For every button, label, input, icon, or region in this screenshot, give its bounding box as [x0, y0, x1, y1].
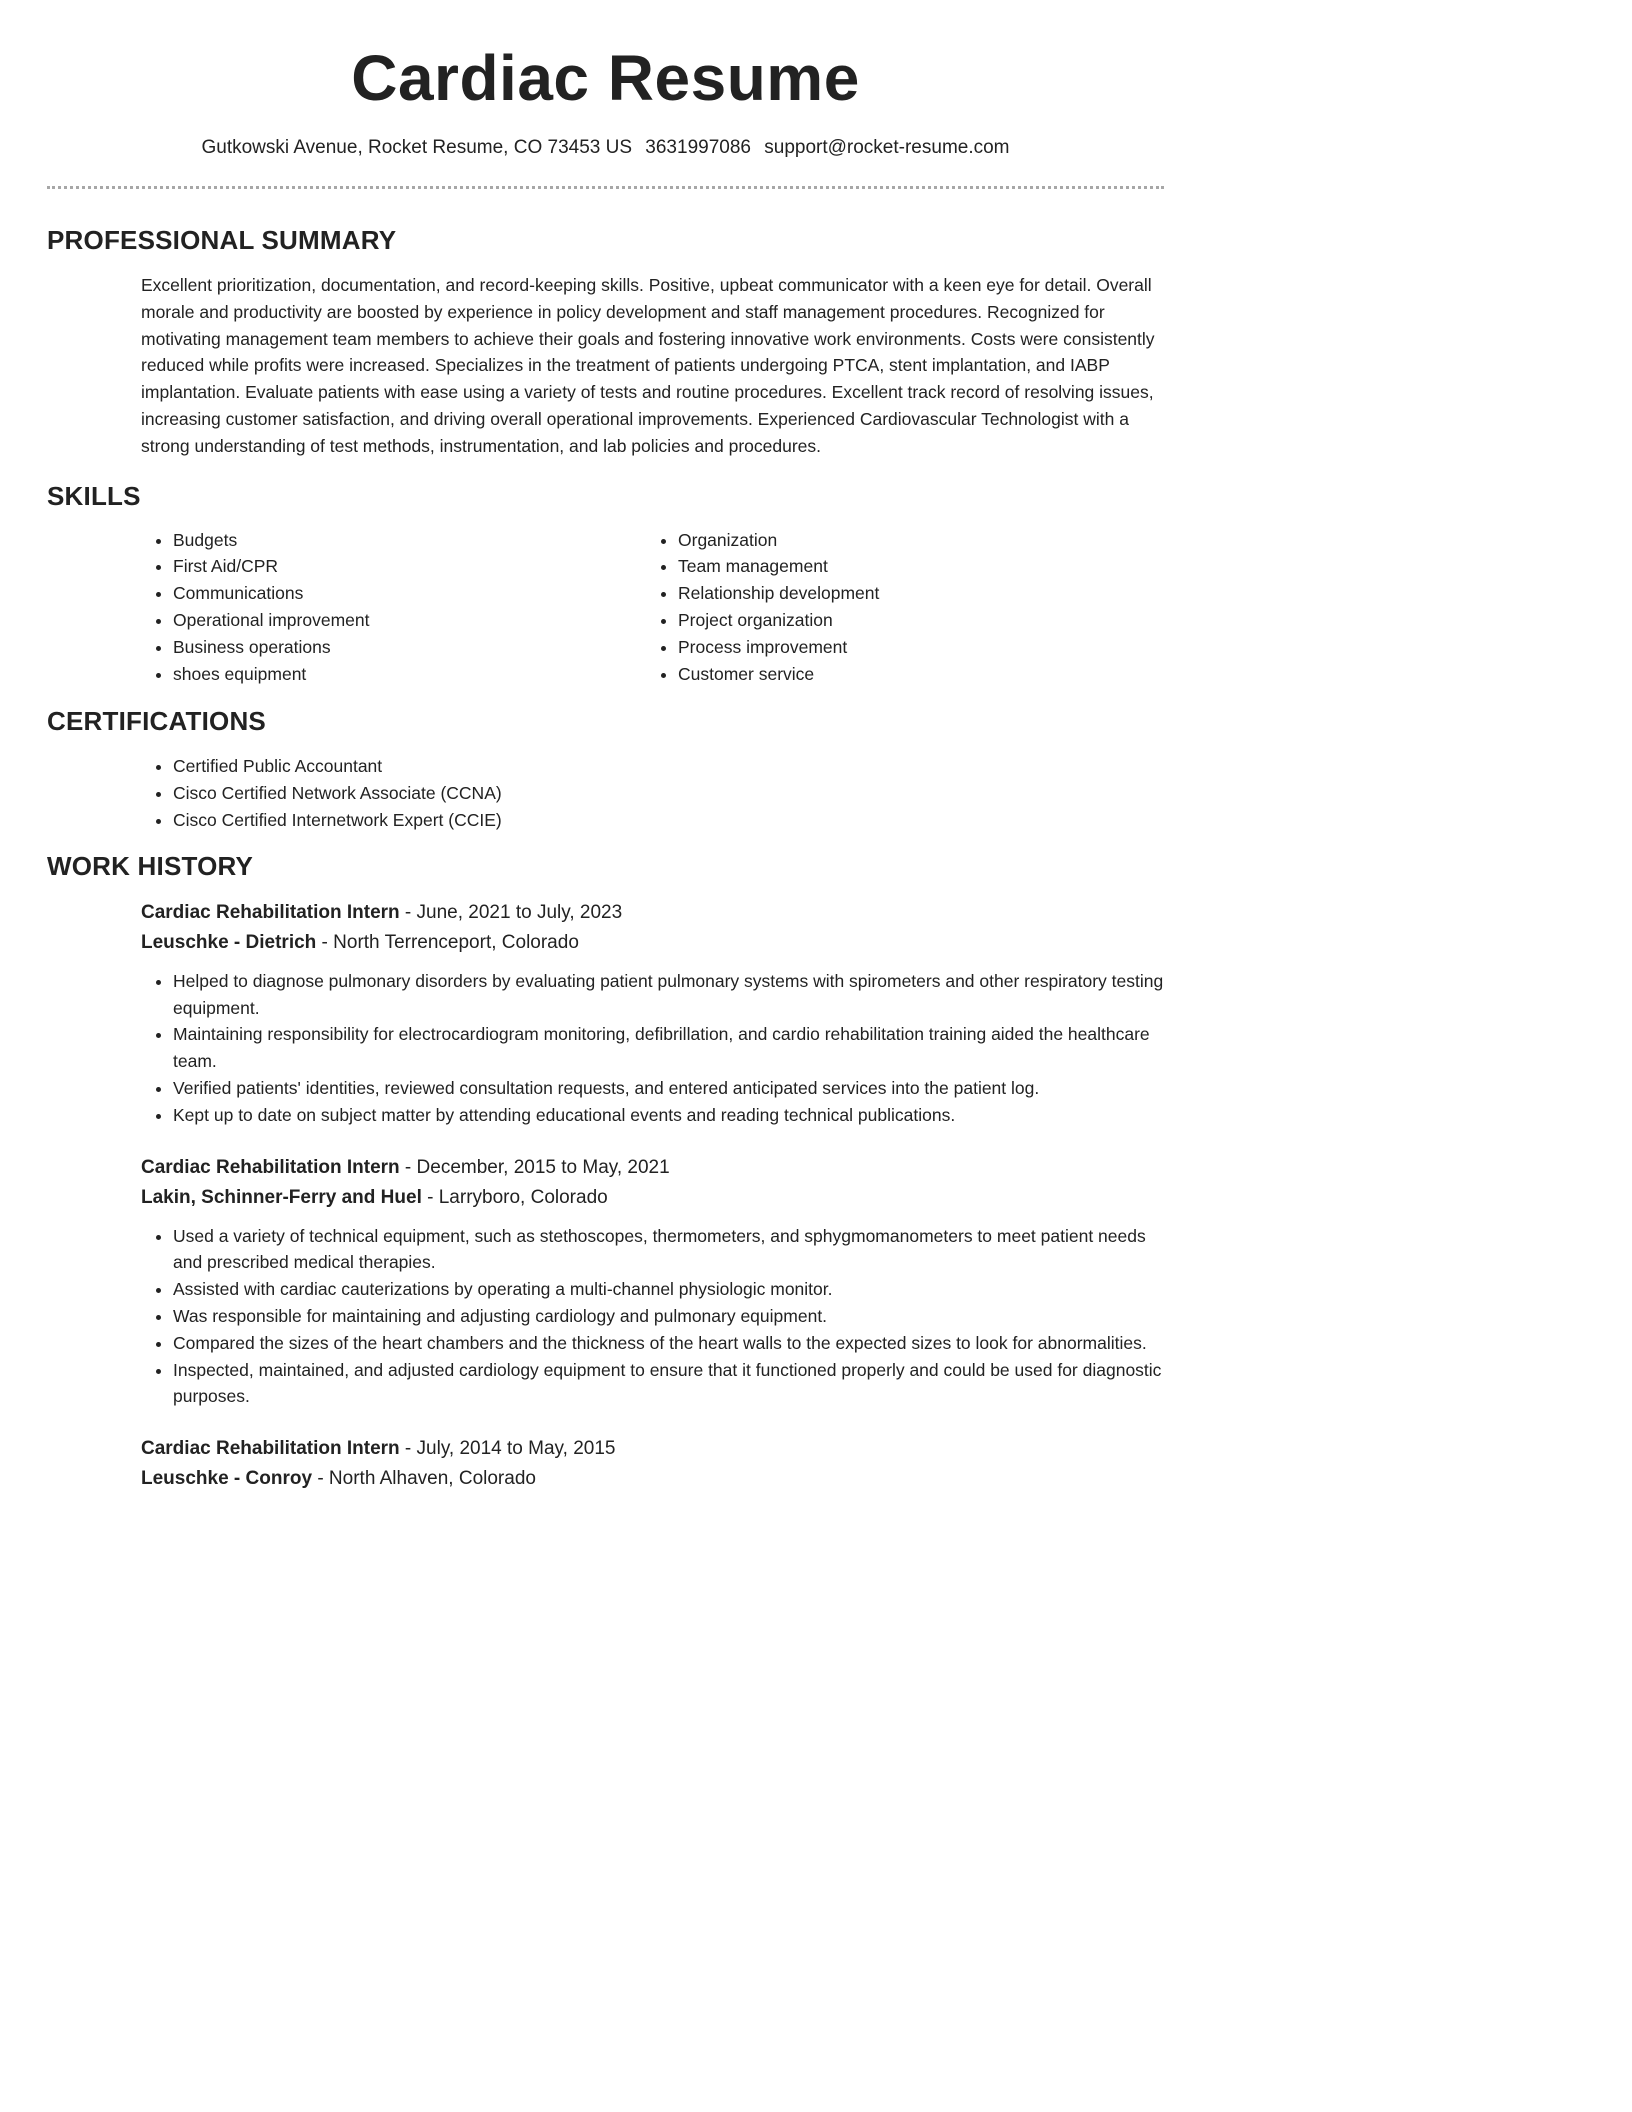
- resume-name: Cardiac Resume: [351, 42, 860, 114]
- skill-item: • Business operations: [173, 634, 646, 661]
- job-role: Cardiac Rehabilitation Intern: [141, 901, 400, 923]
- contact-email[interactable]: support@rocket-resume.com: [764, 137, 1010, 158]
- skill-item: • Process improvement: [678, 634, 1151, 661]
- contact-line: [47, 136, 1164, 160]
- certification-item: • Cisco Certified Internetwork Expert (CCIE): [173, 807, 1164, 834]
- job-title-line: [141, 898, 1164, 928]
- job-bullet: • Inspected, maintained, and adjusted cardiology equipment to ensure that it functioned properly and could be used for diagnostic purposes.: [173, 1357, 1164, 1411]
- skills-column-right: [646, 527, 1151, 688]
- certifications-list: [141, 753, 1164, 833]
- job-bullet: • Compared the sizes of the heart chambers and the thickness of the heart walls to the expected sizes to look for abnormalities.: [173, 1330, 1164, 1357]
- job-bullet: • Assisted with cardiac cauterizations by operating a multi-channel physiologic monitor.: [173, 1276, 1164, 1303]
- job-dates: - June, 2021 to July, 2023: [399, 901, 623, 923]
- job-bullet: • Used a variety of technical equipment, such as stethoscopes, thermometers, and sphygmomanometers to meet patient needs and prescribed medical therapies.: [173, 1223, 1164, 1277]
- job-company: Leuschke - Conroy: [141, 1468, 313, 1490]
- job-entry: [141, 1434, 1164, 1494]
- job-bullet: • Was responsible for maintaining and adjusting cardiology and pulmonary equipment.: [173, 1303, 1164, 1330]
- skill-item: • Organization: [678, 527, 1151, 554]
- job-location: - North Terrenceport, Colorado: [316, 931, 579, 953]
- header-divider: [47, 186, 1164, 189]
- skill-item: • Budgets: [173, 527, 646, 554]
- job-bullet: • Verified patients' identities, reviewed consultation requests, and entered anticipated services into the patient log.: [173, 1075, 1164, 1102]
- job-company-line: [141, 1464, 1164, 1494]
- contact-address: Gutkowski Avenue, Rocket Resume, CO 73453 US: [201, 137, 633, 158]
- contact-phone: 3631997086: [645, 137, 751, 158]
- job-bullet: • Kept up to date on subject matter by attending educational events and reading technical publications.: [173, 1102, 1164, 1129]
- certification-item: • Cisco Certified Network Associate (CCNA): [173, 780, 1164, 807]
- job-role: Cardiac Rehabilitation Intern: [141, 1438, 400, 1460]
- job-dates: - December, 2015 to May, 2021: [399, 1156, 670, 1178]
- skills-list: [141, 527, 1164, 688]
- section-title-certifications: CERTIFICATIONS: [47, 706, 266, 737]
- skill-item: • Team management: [678, 553, 1151, 580]
- skill-item: • Relationship development: [678, 580, 1151, 607]
- section-title-skills: SKILLS: [47, 480, 141, 511]
- skill-item: • shoes equipment: [173, 661, 646, 688]
- certification-item: • Certified Public Accountant: [173, 753, 1164, 780]
- job-company: Lakin, Schinner-Ferry and Huel: [141, 1186, 422, 1208]
- job-title-line: [141, 1434, 1164, 1464]
- job-company: Leuschke - Dietrich: [141, 931, 317, 953]
- job-entry: [141, 898, 1164, 1129]
- job-bullet: • Helped to diagnose pulmonary disorders by evaluating patient pulmonary systems with spirometers and other respiratory testing equipment.: [173, 968, 1164, 1022]
- job-location: - Larryboro, Colorado: [421, 1186, 608, 1208]
- skill-item: • Customer service: [678, 661, 1151, 688]
- skill-item: • First Aid/CPR: [173, 553, 646, 580]
- job-company-line: [141, 1183, 1164, 1213]
- job-role: Cardiac Rehabilitation Intern: [141, 1156, 400, 1178]
- job-bullets: [141, 968, 1164, 1129]
- job-dates: - July, 2014 to May, 2015: [399, 1438, 616, 1460]
- summary-text: Excellent prioritization, documentation, and record-keeping skills. Positive, upbeat communicator with a keen eye for detail. Overall morale and productivity are boosted by experience in policy development and staff management procedures. Recognized for motivating management team members to achieve their goals and fostering innovative work environments. Costs were consistently reduced while profits were increased. Specializes in the treatment of patients undergoing PTCA, stent implantation, and IABP implantation. Evaluate patients with ease using a variety of tests and routine procedures. Excellent track record of resolving issues, increasing customer satisfaction, and driving overall operational improvements. Experienced Cardiovascular Technologist with a strong understanding of test methods, instrumentation, and lab policies and procedures.: [141, 275, 1155, 456]
- job-bullets: [141, 1223, 1164, 1411]
- job-title-line: [141, 1153, 1164, 1183]
- section-title-work-history: WORK HISTORY: [47, 850, 254, 881]
- job-location: - North Alhaven, Colorado: [312, 1468, 536, 1490]
- section-title-summary: PROFESSIONAL SUMMARY: [47, 225, 397, 255]
- skills-column-left: [141, 527, 646, 688]
- skill-item: • Communications: [173, 580, 646, 607]
- skill-item: • Project organization: [678, 607, 1151, 634]
- job-company-line: [141, 928, 1164, 958]
- skill-item: • Operational improvement: [173, 607, 646, 634]
- job-entry: [141, 1153, 1164, 1411]
- job-bullet: • Maintaining responsibility for electrocardiogram monitoring, defibrillation, and cardio rehabilitation training aided the healthcare team.: [173, 1021, 1164, 1075]
